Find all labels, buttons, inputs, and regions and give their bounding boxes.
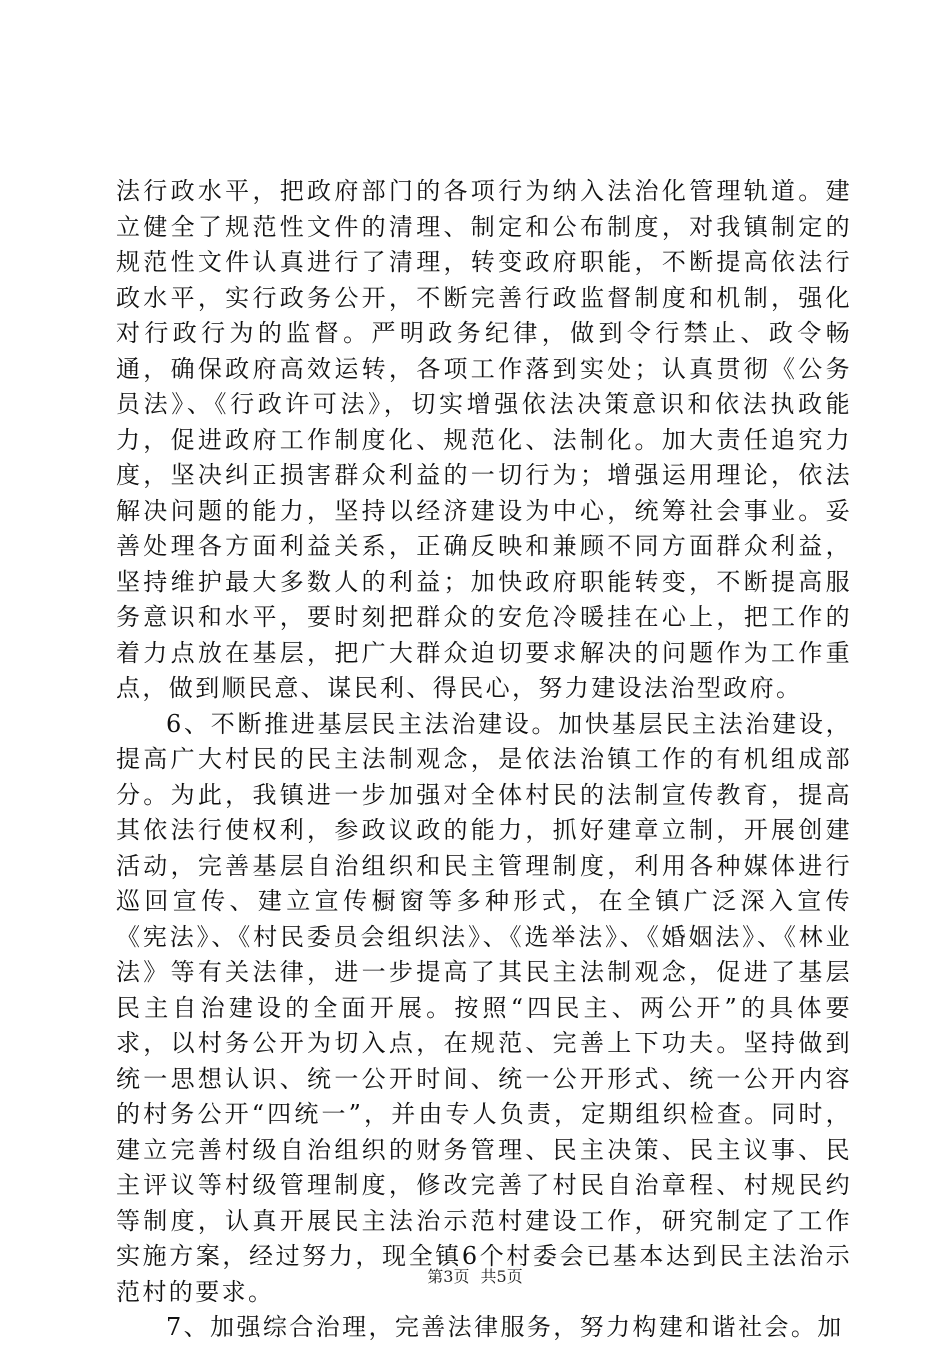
- paragraph-continuation: 法行政水平，把政府部门的各项行为纳入法治化管理轨道。建立健全了规范性文件的清理、制定和公布制度，对我镇制定的规范性文件认真进行了清理，转变政府职能，不断提高依法行政水平，实行政务公开，不断完善行政监督制度和机制，强化对行政行为的监督。严明政务纪律，做到令行禁止、政令畅通，确保政府高效运转，各项工作落到实处；认真贯彻《公务员法》、《行政许可法》，切实增强依法决策意识和依法执政能力，促进政府工作制度化、规范化、法制化。加大责任追究力度，坚决纠正损害群众利益的一切行为；增强运用理论，依法解决问题的能力，坚持以经济建设为中心，统筹社会事业。妥善处理各方面利益关系，正确反映和兼顾不同方面群众利益，坚持维护最大多数人的利益；加快政府职能转变，不断提高服务意识和水平，要时刻把群众的安危冷暖挂在心上，把工作的着力点放在基层，把广大群众迫切要求解决的问题作为工作重点，做到顺民意、谋民利、得民心，努力建设法治型政府。: [116, 177, 852, 702]
- paragraph-section-7: 7、加强综合治理，完善法律服务，努力构建和谐社会。加: [166, 1313, 844, 1341]
- page-number: 第3页: [427, 1267, 470, 1286]
- page-total: 共5页: [480, 1267, 523, 1286]
- paragraph-section-6: 6、不断推进基层民主法治建设。加快基层民主法治建设，提高广大村民的民主法制观念，是依法治镇工作的有机组成部分。为此，我镇进一步加强对全体村民的法制宣传教育，提高其依法行使权利，参政议政的能力，抓好建章立制，开展创建活动，完善基层自治组织和民主管理制度，利用各种媒体进行巡回宣传、建立宣传橱窗等多种形式，在全镇广泛深入宣传《宪法》、《村民委员会组织法》、《选举法》、《婚姻法》、《林业法》等有关法律，进一步提高了其民主法制观念，促进了基层民主自治建设的全面开展。按照“四民主、两公开”的具体要求，以村务公开为切入点，在规范、完善上下功夫。坚持做到统一思想认识、统一公开时间、统一公开形式、统一公开内容的村务公开“四统一”，并由专人负责，定期组织检查。同时，建立完善村级自治组织的财务管理、民主决策、民主议事、民主评议等村级管理制度，修改完善了村民自治章程、村规民约等制度，认真开展民主法治示范村建设工作，研究制定了工作实施方案，经过努力，现全镇6个村委会已基本达到民主法治示范村的要求。: [116, 709, 852, 1306]
- document-body: [116, 174, 852, 1346]
- page-footer: [0, 1267, 950, 1287]
